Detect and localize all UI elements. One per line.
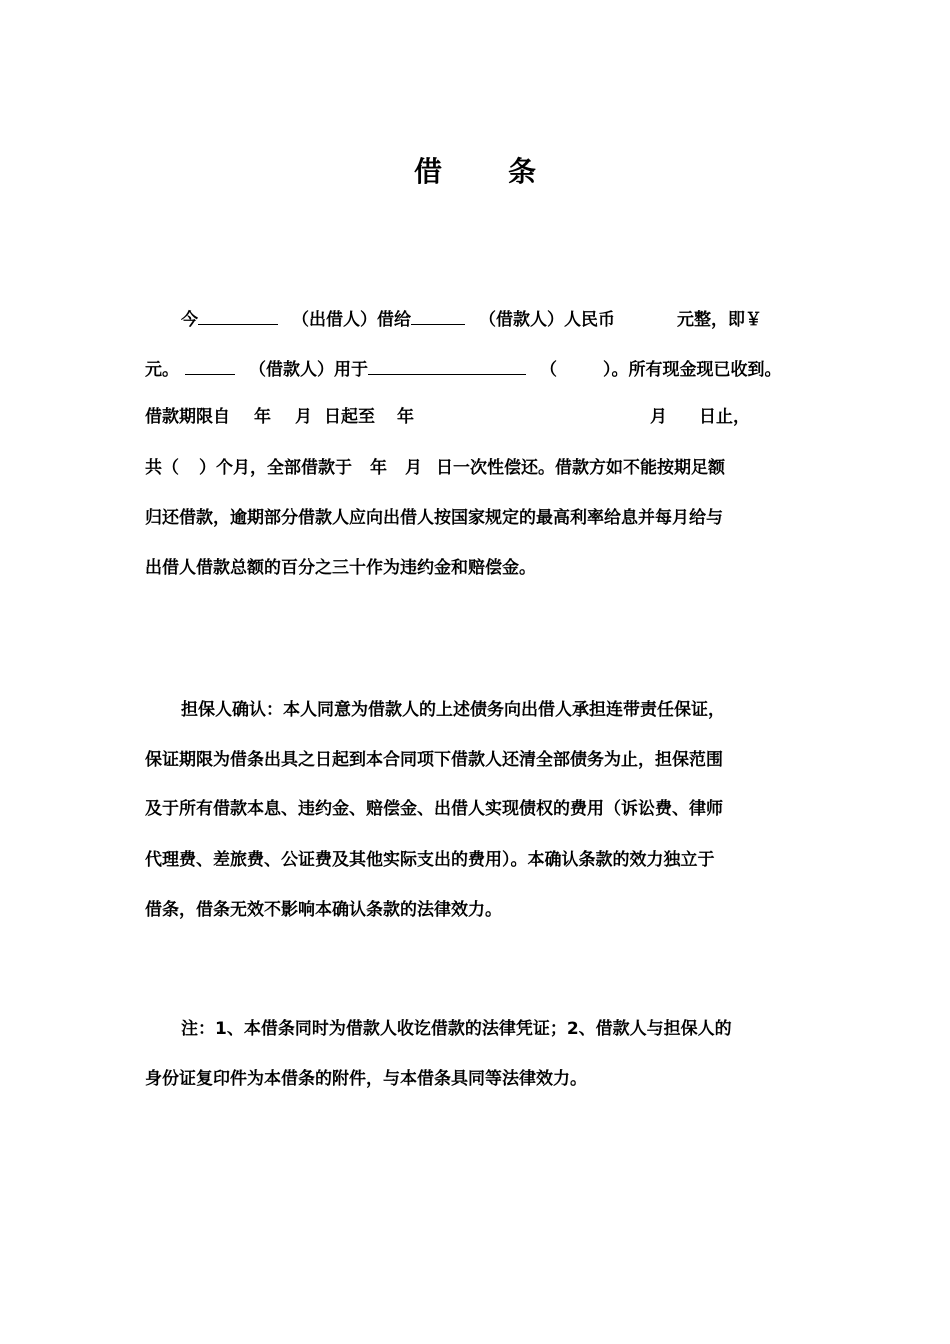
borrower-name-blank[interactable] — [411, 306, 465, 325]
loan-clause-line-5: 归还借款，逾期部分借款人应向出借人按国家规定的最高利率给息并每月给与 — [145, 508, 723, 528]
note-line-1: 注：1、本借条同时为借款人收讫借款的法律凭证；2、借款人与担保人的 — [181, 1019, 732, 1039]
purpose-blank[interactable] — [368, 356, 526, 375]
guarantor-clause-line-1: 担保人确认：本人同意为借款人的上述债务向出借人承担连带责任保证， — [181, 700, 725, 720]
loan-clause-line-4: 共（ ）个月，全部借款于 年 月 日一次性偿还。借款方如不能按期足额 — [145, 458, 725, 478]
guarantor-clause-line-3: 及于所有借款本息、违约金、赔偿金、出借人实现债权的费用（诉讼费、律师 — [145, 799, 723, 819]
loan-clause-line-3: 借款期限自 年 月 日起至 年 月 日止， — [145, 407, 750, 427]
loan-clause-line-6: 出借人借款总额的百分之三十作为违约金和赔偿金。 — [145, 558, 536, 578]
lender-name-blank[interactable] — [198, 306, 278, 325]
guarantor-clause-line-5: 借条，借条无效不影响本确认条款的法律效力。 — [145, 900, 502, 920]
loan-clause-line-1: 今 （出借人）借给 （借款人）人民币 元整，即￥ — [181, 306, 762, 332]
guarantor-clause-line-2: 保证期限为借条出具之日起到本合同项下借款人还清全部债务为止，担保范围 — [145, 750, 723, 770]
title-char-2: 条 — [508, 155, 537, 188]
note-line-2: 身份证复印件为本借条的附件，与本借条具同等法律效力。 — [145, 1069, 587, 1089]
loan-clause-line-2: 元。 （借款人）用于 （ ）。所有现金现已收到。 — [145, 356, 782, 382]
guarantor-clause-line-4: 代理费、差旅费、公证费及其他实际支出的费用）。本确认条款的效力独立于 — [145, 850, 715, 870]
title-char-1: 借 — [413, 155, 442, 188]
borrower-blank[interactable] — [185, 356, 235, 375]
document-title — [0, 152, 950, 192]
